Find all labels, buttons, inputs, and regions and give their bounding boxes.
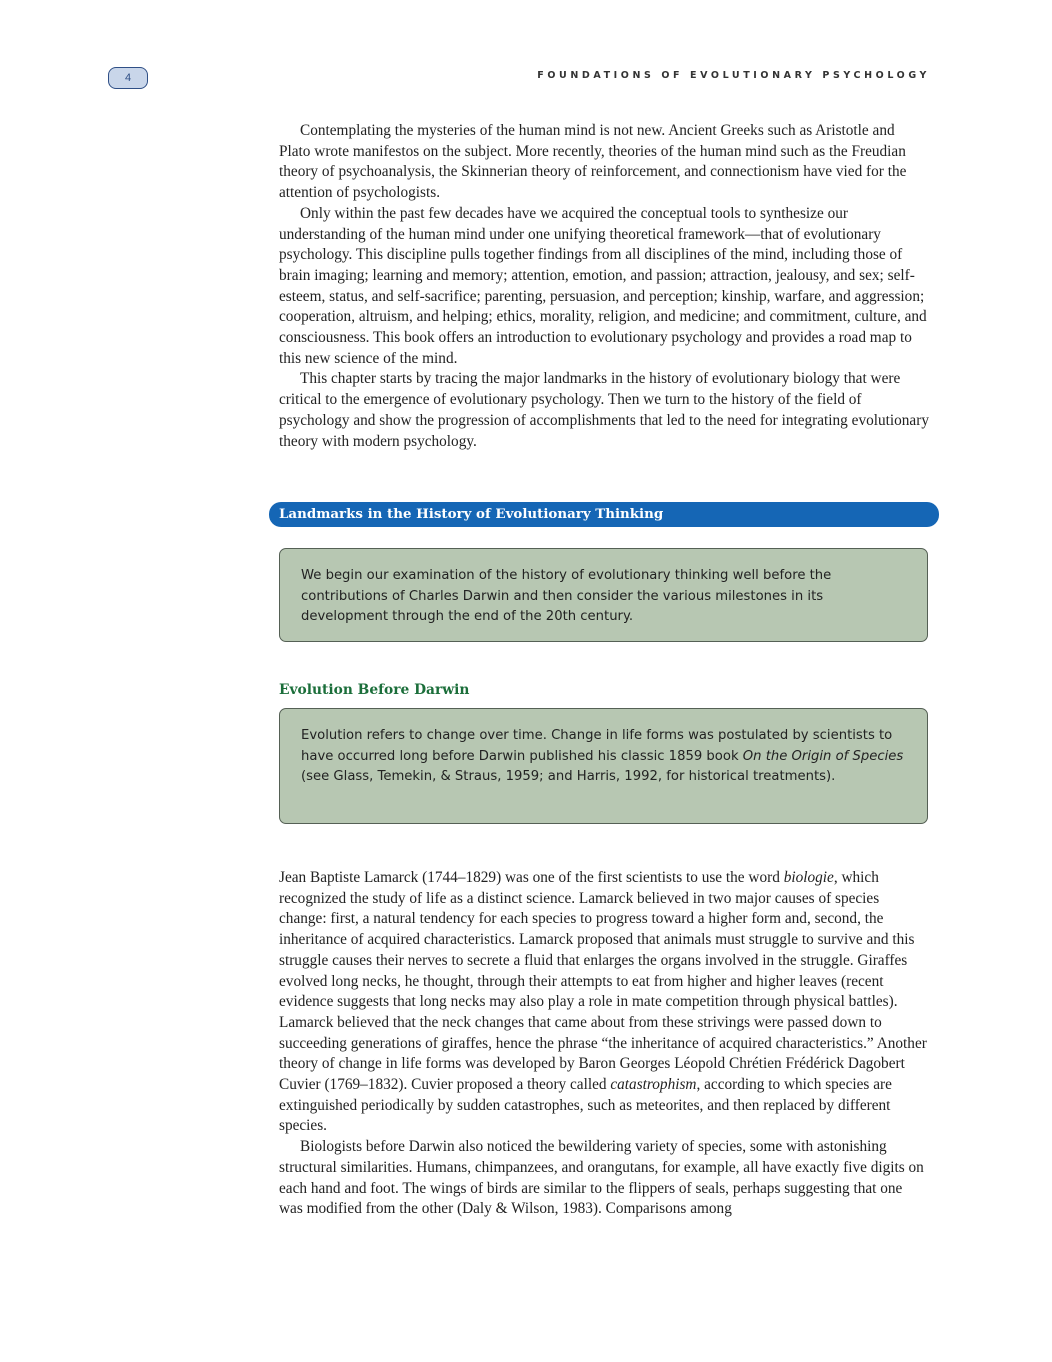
intro-text	[279, 121, 929, 452]
subsection-summary-box	[279, 708, 928, 824]
intro-paragraph-2: Only within the past few decades have we acquired the conceptual tools to synthesize our understanding of the human mind under one unifying theoretical framework—that of evolutionary psychology. This discipline pulls together findings from all disciplines of the mind, including those of brain imaging; learning and memory; attention, emotion, and passion; attraction, jealousy, and sex; self-esteem, status, and self-sacrifice; parenting, persuasion, and perception; kinship, warfare, and aggression; cooperation, altruism, and helping; ethics, morality, religion, and medicine; and commitment, culture, and consciousness. This book offers an introduction to evolutionary psychology and provides a road map to this new science of the mind.	[279, 204, 927, 367]
body-p1-part-b: , which recognized the study of life as a distinct science. Lamarck believed in two major causes of species change: first, a natural tendency for each species to progress toward a higher form and, second, the inheritance of acquired characteristics. Lamarck proposed that animals must struggle to survive and this struggle causes their nerves to secrete a fluid that enlarges the organs involved in the struggle. Giraffes evolved long necks, he thought, through their attempts to eat from higher and higher leaves (recent evidence suggests that long necks may also play a role in mate competition through physical battles). Lamarck believed that the neck changes that came about from these strivings were passed down to succeeding generations of giraffes, hence the phrase “the inheritance of acquired characteristics.” Another theory of change in life forms was developed by Baron Georges Léopold Chrétien Frédérick Dagobert Cuvier (1769–1832). Cuvier proposed a theory called	[279, 869, 927, 1094]
intro-paragraph-1: Contemplating the mysteries of the human mind is not new. Ancient Greeks such as Aristotle and Plato wrote manifestos on the subject. More recently, theories of the human mind such as the Freudian theory of psychoanalysis, the Skinnerian theory of reinforcement, and connectionism have vied for the attention of psychologists.	[279, 122, 907, 202]
term-biologie: biologie	[783, 869, 834, 886]
section-summary-box	[279, 548, 928, 642]
term-catastrophism: catastrophism	[610, 1076, 697, 1094]
subsection-summary-part1: Evolution refers to change over time. Change in life forms was postulated by scientists to have occurred long before Darwin published his classic 1859 book	[301, 728, 893, 764]
body-p1-part-a: Jean Baptiste Lamarck (1744–1829) was one of the first scientists to use the word	[279, 869, 784, 886]
body-p1-part-c: , according to which species are extinguished periodically by sudden catastrophes, such as meteorites, and then replaced by different species.	[279, 1076, 892, 1135]
body-paragraph-2: Biologists before Darwin also noticed the bewildering variety of species, some with astonishing structural similarities. Humans, chimpanzees, and orangutans, for example, all have exactly five digits on each hand and foot. The wings of birds are similar to the flippers of seals, perhaps suggesting that one was modified from the other (Daly & Wilson, 1983). Comparisons among	[279, 1138, 924, 1218]
book-title: On the Origin of Species	[742, 748, 904, 764]
subsection-summary-text	[301, 726, 907, 788]
subsection-summary-part2: (see Glass, Temekin, & Straus, 1959; and Harris, 1992, for historical treatments).	[301, 769, 836, 785]
body-paragraph-1	[279, 868, 929, 1137]
body-text	[279, 868, 929, 1220]
intro-paragraph-3: This chapter starts by tracing the major landmarks in the history of evolutionary biology that were critical to the emergence of evolutionary psychology. Then we turn to the history of the field of psychology and show the progression of accomplishments that led to the need for integrating evolutionary theory with modern psychology.	[279, 370, 929, 450]
running-head: FOUNDATIONS OF EVOLUTIONARY PSYCHOLOGY	[537, 70, 930, 81]
subsection-heading: Evolution Before Darwin	[279, 682, 470, 698]
page-number-badge	[108, 67, 148, 89]
page-number: 4	[124, 72, 132, 84]
section-summary-text: We begin our examination of the history of evolutionary thinking well before the contributions of Charles Darwin and then consider the various milestones in its development through the end of the 20th century.	[301, 568, 832, 625]
section-heading: Landmarks in the History of Evolutionary Thinking	[269, 502, 939, 527]
